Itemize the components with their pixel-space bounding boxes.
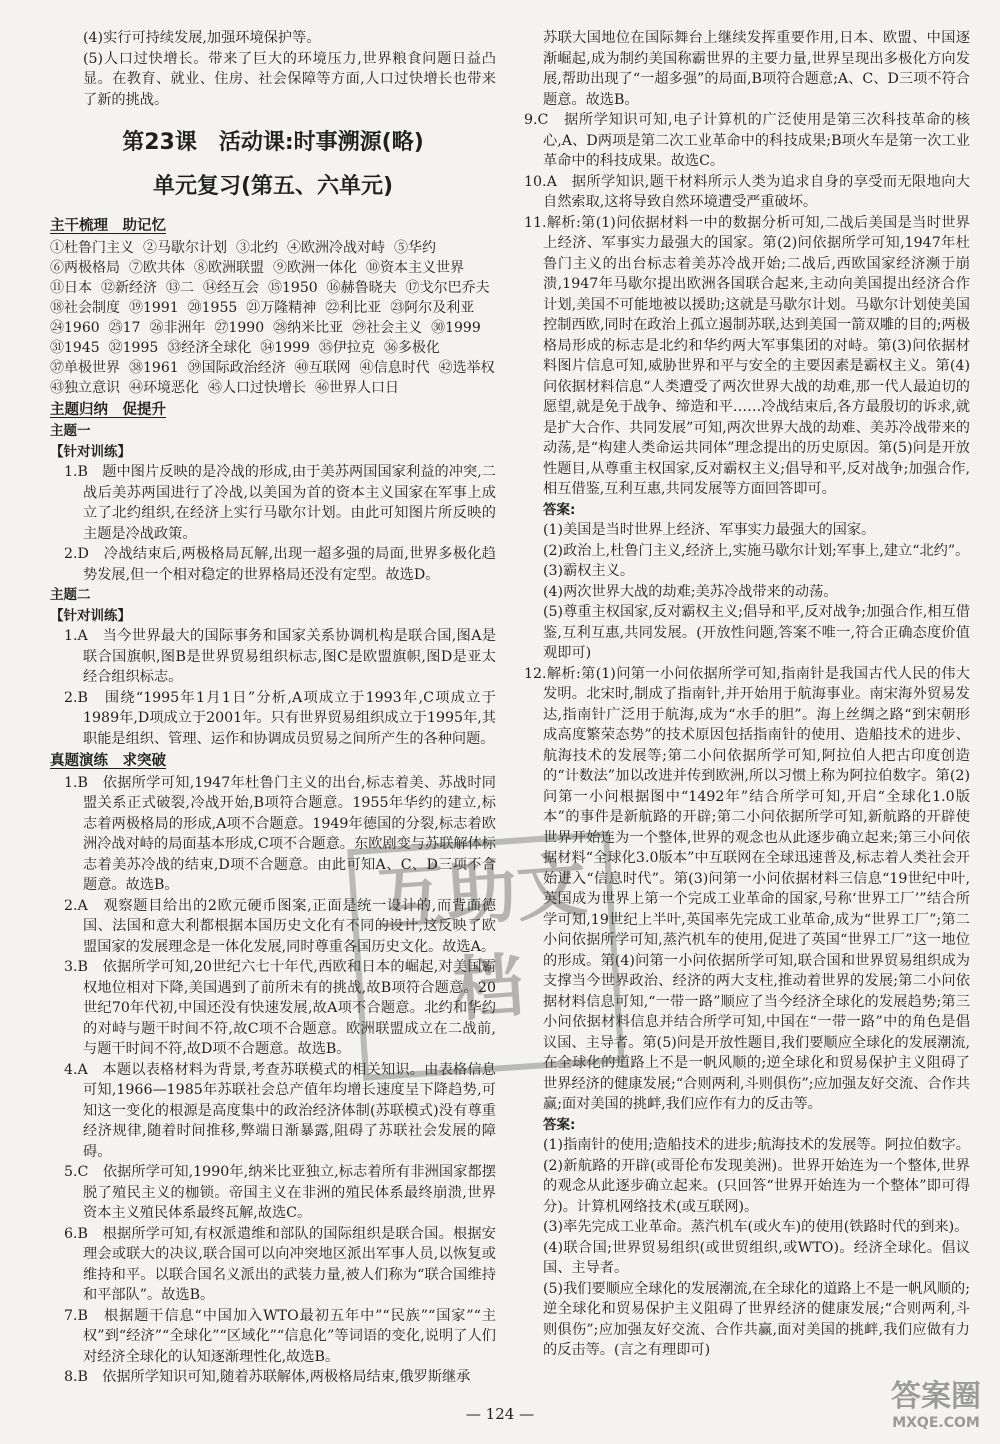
page-number: — 124 — <box>465 1405 535 1423</box>
question-11-analysis: 11.解析:第(1)问依据材料一中的数据分析可知,二战后美国是当时世界上经济、军事实力最强大的国家。第(2)问依据所学可知,1947年杜鲁门主义的出台标志着美苏冷战开始;二战后,西欧国家经济濒于崩溃,1947年马歇尔提出欧洲各国联合起来,主动向美国提出经济合作计划,美国不可能地被以援助;这就是马歇尔计划。马歇尔计划使美国控制西欧,同时在政治上孤立遏制苏联,达到美国一箭双雕的目的;两极格局形成的标志是北约和华约两大军事集团的对峙。第(3)问依据材料图片信息可知,威胁世界和平与安全的主要因素是霸权主义。第(4)问依据材料信息“人类遭受了两次世界大战的劫难,那一代人最迫切的愿望,就是免于战争、缔造和平……冷战结束后,各方最殷切的诉求,就是扩大合作、共同发展”可知,两次世界大战的劫难、美苏冷战带来的动荡,是“构建人类命运共同体”理念提出的历史原因。第(5)问是开放性题目,从尊重主权国家,反对霸权主义;倡导和平,反对战争;加强合作,相互借鉴,互利互惠,共同发展等方面回答即可。 <box>524 214 970 497</box>
answer-line: (4)联合国;世界贸易组织(或世贸组织,或WTO)。经济全球化。倡议国、主导者。 <box>543 1239 970 1276</box>
answer-item: 1.A 当今世界最大的国际事务和国家关系协调机构是联合国,图A是联合国旗帜,图B是世界贸易组织标志,图C是欧盟旗帜,图D是亚太经合组织标志。 <box>64 628 496 685</box>
lesson-title: 第23课 活动课:时事溯源(略) <box>122 130 424 155</box>
left-column <box>50 28 496 1388</box>
keyword-item: ㉟伊拉克 <box>318 339 375 356</box>
answer-line: (5)尊重主权国家,反对霸权主义;倡导和平,反对战争;加强合作,相互借鉴,互利互惠,共同发展。(开放性问题,答案不唯一,符合正确态度价值观即可) <box>543 604 970 661</box>
keyword-item: ㊹环境恶化 <box>129 379 199 396</box>
answer-item: 3.B 依据所学可知,20世纪六七十年代,西欧和日本的崛起,对美国霸权地位相对下降,美国遇到了前所未有的挑战,故B项符合题意。20世纪70年代初,中国还没有快速发展,故A项不合题意。北约和华约的对峙与题干时间不符,故C项不合题意。欧洲联盟成立在二战前,与题干时间不符,故D项不合题意。故选B。 <box>64 959 496 1057</box>
keyword-item: ㊵互联网 <box>294 359 351 376</box>
keyword-item: ㉜1995 <box>108 339 159 356</box>
keyword-item: ㊸独立意识 <box>50 379 120 396</box>
corner-logo-url: MXQE.COM <box>892 1415 980 1431</box>
answer-label: 答案: <box>543 1116 576 1133</box>
keyword-item: ⑬二 <box>166 279 194 296</box>
keyword-item: ⑮1950 <box>268 279 318 296</box>
keyword-item: ㉛1945 <box>50 339 100 356</box>
intro-line: (5)人口过快增长。带来了巨大的环境压力,世界粮食问题日益凸显。在教育、就业、住房、社会保障等方面,人口过快增长也带来了新的挑战。 <box>83 50 496 108</box>
keyword-item: ㉔1960 <box>50 319 100 336</box>
keyword-item: ㊻世界人口日 <box>315 379 399 396</box>
topic-two-answers <box>50 626 496 749</box>
section-heading-review: 主干梳理 助记忆 <box>50 218 166 234</box>
keyword-item: ⑨欧洲一体化 <box>273 259 357 276</box>
answer-item: 2.B 围绕“1995年1月1日”分析,A项成立于1993年,C项成立于1989年,D项成立于2001年。只有世界贸易组织成立于1995年,其职能是组织、管理、运作和协调成员贸易之间所产生的各种问题。 <box>64 689 496 747</box>
answer-line: (3)霸权主义。 <box>543 563 635 579</box>
unit-title: 单元复习(第五、六单元) <box>152 174 394 199</box>
keyword-item: ⑪日本 <box>50 279 92 296</box>
topic-two-heading: 主题二 <box>50 587 91 603</box>
intro-block <box>50 28 496 110</box>
watermark-stamp: 互助文档 <box>347 831 625 1081</box>
keyword-item: ⑭经互会 <box>203 279 259 296</box>
question-12-analysis: 12.解析:第(1)问第一小问依据所学可知,指南针是我国古代人民的伟大发明。北宋时,制成了指南针,并开始用于航海事业。南宋海外贸易发达,指南针广泛用于航海,成为“水手的胆”。海上丝绸之路“到宋朝形成高度繁荣态势”的技术原因包括指南针的使用、造船技术的进步、航海技术的发展等;第二小问依据所学可知,阿拉伯人把古印度创造的“计数法”加以改进并传到欧洲,所以习惯上称为阿拉伯数字。第(2)问第一小问根据图中“1492年”结合所学可知,开启“全球化1.0版本”的事件是新航路的开辟;第二小问依据所学可知,新航路的开辟使世界开始连为一个整体,世界的观念也从此逐步确立起来;第三小问依据材料“全球化3.0版本”中互联网在全球迅速普及,标志着人类社会开始进入“信息时代”。第(3)问第一小问依据材料三信息“19世纪中叶,英国成为世界上第一个完成工业革命的国家,号称‘世界工厂’”结合所学可知,19世纪上半叶,英国率先完成工业革命,成为“世界工厂”;第二小问依据所学可知,蒸汽机车的使用,促进了英国“世界工厂”这一地位的形成。第(4)问第一小问依据所学可知,联合国和世界贸易组织成为支撑当今世界政治、经济的两大支柱,推动着世界的发展;第二小问依据材料信息可知,“一带一路”顺应了当今经济全球化的发展趋势;第三小问依据材料信息并结合所学可知,中国在“一带一路”中的角色是倡议国、主导者。第(5)问是开放性题目,我们要顺应全球化的发展潮流,在全球化的道路上不是一帆风顺的;逆全球化和贸易保护主义阻碍了世界经济的健康发展;“合则两利,斗则俱伤”;应加强友好交流、合作共赢;面对美国的挑衅,我们应作有力的反击等。 <box>524 665 970 1112</box>
intro-line: (4)实行可持续发展,加强环境保护等。 <box>83 30 321 46</box>
keyword-item: ㉚1999 <box>431 319 481 336</box>
continued-line: 苏联大国地位在国际舞台上继续发挥重要作用,日本、欧盟、中国逐渐崛起,成为制约美国称霸世界的主要力量,世界呈现出多极化方向发展,帮助出现了“一超多强”的局面,B项符合题意;A、C、D三项不符合题意。故选B。 <box>543 30 970 108</box>
answer-line: (1)美国是当时世界上经济、军事实力最强大的国家。 <box>543 522 876 538</box>
section-heading-exam: 真题演练 求突破 <box>50 753 166 769</box>
keyword-item: ③北约 <box>236 239 278 256</box>
keyword-item: ④欧洲冷战对峙 <box>287 239 385 256</box>
keyword-item: ㊷选举权 <box>438 359 495 376</box>
keyword-item: ㊶信息时代 <box>359 359 430 376</box>
exam-answers <box>50 773 496 1388</box>
keyword-item: ㉞1999 <box>260 339 310 356</box>
keyword-item: ㊴国际政治经济 <box>187 359 286 376</box>
answer-12-lines <box>543 1135 970 1361</box>
keyword-item: ㉖非洲年 <box>149 319 206 336</box>
keyword-item: ⑰戈尔巴乔夫 <box>405 279 490 296</box>
keyword-item: ⑥两极格局 <box>50 259 120 276</box>
keyword-item: ㉑万隆精神 <box>246 299 317 316</box>
corner-logo-text: 答案圈 <box>891 1379 981 1414</box>
keyword-item: ㉒利比亚 <box>325 299 382 316</box>
keyword-item: ⑲1991 <box>129 299 179 316</box>
answer-line: (1)指南针的使用;造船技术的进步;航海技术的发展等。阿拉伯数字。 <box>543 1137 970 1153</box>
answer-item: 6.B 根据所学可知,有权派遣维和部队的国际组织是联合国。根据安理会或联大的决议,联合国可以向冲突地区派出军事人员,以恢复或维持和平。以联合国名义派出的武装力量,被人们称为“联合国维持和平部队”。故选B。 <box>64 1225 496 1303</box>
keyword-item: ㉝经济全球化 <box>167 339 252 356</box>
answer-item: 8.B 依据所学知识可知,随着苏联解体,两极格局结束,俄罗斯继承 <box>64 1369 471 1385</box>
training-heading-2: 【针对训练】 <box>50 607 131 624</box>
answer-list <box>510 110 970 213</box>
keyword-item: ①杜鲁门主义 <box>50 239 134 256</box>
keyword-item: ㊳1961 <box>129 359 179 376</box>
keyword-item: ⑳1955 <box>187 299 238 316</box>
topic-one-answers <box>50 462 496 585</box>
answer-line: (2)新航路的开辟(或哥伦布发现美洲)。世界开始连为一个整体,世界的观念从此逐步确立起来。(只回答“世界开始连为一个整体”即可得分)。计算机网络技术(或互联网)。 <box>543 1157 970 1215</box>
answer-line: (3)率先完成工业革命。蒸汽机车(或火车)的使用(铁路时代的到来)。 <box>543 1219 969 1235</box>
keyword-item: ⑤华约 <box>394 239 436 256</box>
keyword-item: ⑩资本主义世界 <box>366 259 464 276</box>
keyword-item: ㉕17 <box>108 319 141 336</box>
answer-item: 7.B 根据题干信息“中国加入WTO最初五年中”“民族”“国家”“主权”到“经济”“全球化”“区域化”“信息化”等词语的变化,说明了人们对经济全球化的认知逐渐理性化,故选B。 <box>64 1307 496 1365</box>
keyword-item: ②马歇尔计划 <box>143 239 227 256</box>
answer-item: 10.A 据所学知识,题干材料所示人类为追求自身的享受而无限地向大自然索取,这将导致自然环境遭受严重破坏。 <box>524 173 970 210</box>
answer-line: (5)我们要顺应全球化的发展潮流,在全球化的道路上不是一帆风顺的;逆全球化和贸易保护主义阻碍了世界经济的健康发展;“合则两利,斗则俱伤”;应加强友好交流、合作共赢,面对美国的挑衅,我们应做有力的反击等。(言之有理即可) <box>543 1280 970 1358</box>
answer-item: 2.A 观察题目给出的2欧元硬币图案,正面是统一设计的,而背面德国、法国和意大利都根据本国历史文化有不同的设计,这反映了欧盟国家的发展理念是一体化发展,同时尊重各国历史文化。故选A。 <box>64 897 496 955</box>
answer-item: 4.A 本题以表格材料为背景,考查苏联模式的相关知识。由表格信息可知,1966—1985年苏联社会总产值年均增长速度呈下降趋势,可知这一变化的根源是高度集中的政治经济体制(苏联模式)没有尊重经济规律,随着时间推移,弊端日渐暴露,阻碍了苏联社会发展的障碍。 <box>64 1061 496 1160</box>
section-heading-summary: 主题归纳 促提升 <box>50 401 166 418</box>
keyword-item: ㊱多极化 <box>383 339 440 356</box>
right-column <box>510 28 970 1361</box>
keyword-list <box>50 238 496 398</box>
answer-item: 2.D 冷战结束后,两极格局瓦解,出现一超多强的局面,世界多极化趋势发展,但一个相对稳定的世界格局还没有定型。故选D。 <box>64 546 496 583</box>
keyword-item: ㉘纳米比亚 <box>273 319 344 336</box>
keyword-item: ㊲单极世界 <box>50 359 120 376</box>
training-heading-1: 【针对训练】 <box>50 443 131 460</box>
answer-item: 9.C 据所学知识可知,电子计算机的广泛使用是第三次科技革命的核心,A、D两项是第二次工业革命中的科技成果;B项火车是第一次工业革命中的科技成果。故选C。 <box>524 112 970 169</box>
keyword-item: ⑯赫鲁晓夫 <box>326 279 397 296</box>
continued-answer <box>510 28 970 110</box>
topic-one-heading: 主题一 <box>50 423 91 439</box>
keyword-item: ㉙社会主义 <box>352 319 423 336</box>
question-11-answer <box>510 500 970 664</box>
answer-line: (2)政治上,杜鲁门主义,经济上,实施马歇尔计划;军事上,建立“北约”。 <box>543 542 970 559</box>
keyword-item: ㊺人口过快增长 <box>208 379 306 396</box>
keyword-item: ㉗1990 <box>214 319 265 336</box>
keyword-item: ㉓阿尔及利亚 <box>390 299 475 316</box>
answer-item: 1.B 依据所学可知,1947年杜鲁门主义的出台,标志着美、苏战时同盟关系正式破裂,冷战开始,B项符合题意。1955年华约的建立,标志着两极格局的形成,A项不合题意。1949年德国的分裂,标志着欧洲冷战对峙的局面基本形成,C项不合题意。东欧剧变与苏联解体标志着美苏冷战的结束,D项不合题意。由此可知A、C、D三项不合题意。故选B。 <box>64 774 496 893</box>
keyword-item: ⑧欧洲联盟 <box>194 259 264 276</box>
answer-item: 5.C 依据所学可知,1990年,纳米比亚独立,标志着所有非洲国家都摆脱了殖民主义的枷锁。帝国主义在非洲的殖民体系最终崩溃,世界资本主义殖民体系最终瓦解,故选C。 <box>64 1164 496 1221</box>
answer-11-lines <box>543 520 970 664</box>
answer-label: 答案: <box>543 501 576 518</box>
question-12-answer <box>510 1115 970 1361</box>
keyword-item: ⑦欧共体 <box>129 259 185 276</box>
keyword-item: ⑱社会制度 <box>50 299 120 316</box>
answer-line: (4)两次世界大战的劫难;美苏冷战带来的动荡。 <box>543 583 838 600</box>
keyword-item: ⑫新经济 <box>101 279 157 296</box>
answer-item: 1.B 题中图片反映的是冷战的形成,由于美苏两国国家利益的冲突,二战后美苏两国进行了冷战,以美国为首的资本主义国家在军事上成立了北约组织,在经济上实行马歇尔计划。由此可知图片所反映的主题是冷战政策。 <box>64 464 496 542</box>
